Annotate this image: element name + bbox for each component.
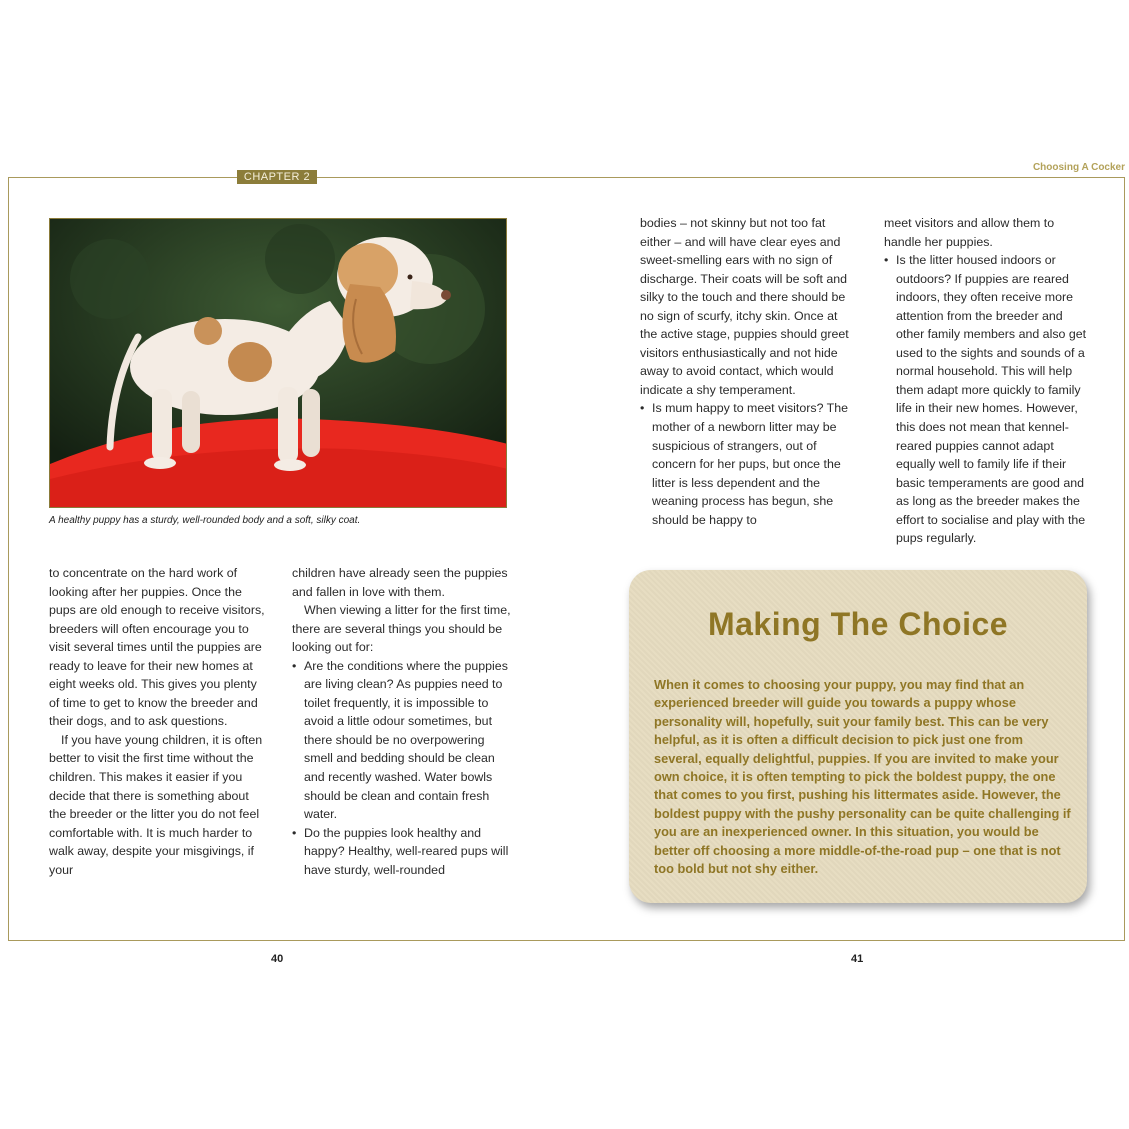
paragraph: When viewing a litter for the first time, there are several things you should be looking out for: (292, 603, 511, 655)
chapter-tab: CHAPTER 2 (237, 170, 317, 184)
page-number-right: 41 (851, 953, 864, 965)
left-page-column-1 (49, 564, 269, 879)
bullet-item: • Is the litter housed indoors or outdoors? If puppies are reared indoors, they often receive more attention from the breeder and other family members and also get used to the sights and sounds of a normal household. This will help them adapt more quickly to family life in their new homes. However, this does not mean that kennel-reared puppies cannot adapt equally well to family life if their basic temperaments are good and as long as the breeder makes the effort to socialise and play with the pups regularly. (884, 251, 1094, 548)
paragraph: to concentrate on the hard work of looking after her puppies. Once the pups are old enough to receive visitors, breeders will often encourage you to visit several times until the puppies are ready to leave for their new homes at eight weeks old. This gives you plenty of time to get to know the breeder and their dogs, and to ask questions. (49, 566, 265, 729)
bullet-item: • Do the puppies look healthy and happy? Healthy, well-reared pups will have sturdy, well-rounded (292, 824, 514, 880)
figure-caption: A healthy puppy has a sturdy, well-rounded body and a soft, silky coat. (49, 515, 361, 526)
paragraph: meet visitors and allow them to handle her puppies. (884, 216, 1055, 249)
running-head: Choosing A Cocker (1032, 162, 1125, 173)
right-page-column-1 (640, 214, 850, 529)
puppy-photo (49, 218, 507, 508)
left-page-column-2 (292, 564, 514, 879)
paragraph: children have already seen the puppies and fallen in love with them. (292, 566, 508, 599)
puppy-illustration (50, 219, 507, 508)
sidebar-box-body: When it comes to choosing your puppy, you may find that an experienced breeder will guide you towards a puppy whose personality will, hopefully, suit your family best. This can be very helpful, as it is often a difficult decision to pick just one from several, equally delightful, puppies. If you are invited to make your own choice, it is often tempting to pick the boldest puppy, the one that comes to you first, pushing his littermates aside. However, the boldest puppy with the pushy personality can be quite challenging if you are an inexperienced owner. In this situation, you would be better off choosing a more middle-of-the-road pup – one that is not too bold but not shy either. (654, 677, 1071, 877)
right-page-column-2 (884, 214, 1094, 548)
paragraph: If you have young children, it is often better to visit the first time without the children. This makes it easier if you decide that there is something about the breeder or the litter you do not feel comfortable with. It is much harder to walk away, despite your misgivings, if your (49, 732, 263, 877)
page-number-left: 40 (271, 953, 284, 965)
paragraph: bodies – not skinny but not too fat either – and will have clear eyes and sweet-smelling ears with no sign of discharge. Their coats will be soft and silky to the touch and there should be no sign of scurfy, itchy skin. Once at the active stage, puppies should greet visitors enthusiastically and not hide away to avoid contact, which would indicate a shy temperament. (640, 216, 849, 397)
bullet-item: • Are the conditions where the puppies are living clean? As puppies need to toilet frequently, it is impossible to avoid a little odour sometimes, but there should be no overpowering smell and bedding should be clean and recently washed. Water bowls should be clean and contain fresh water. (292, 657, 514, 824)
bullet-item: • Is mum happy to meet visitors? The mother of a newborn litter may be suspicious of strangers, out of concern for her pups, but once the litter is less dependent and the weaning process has begun, she should be happy to (640, 399, 850, 529)
sidebar-box-title: Making The Choice (707, 606, 1009, 642)
sidebar-box (629, 570, 1087, 903)
